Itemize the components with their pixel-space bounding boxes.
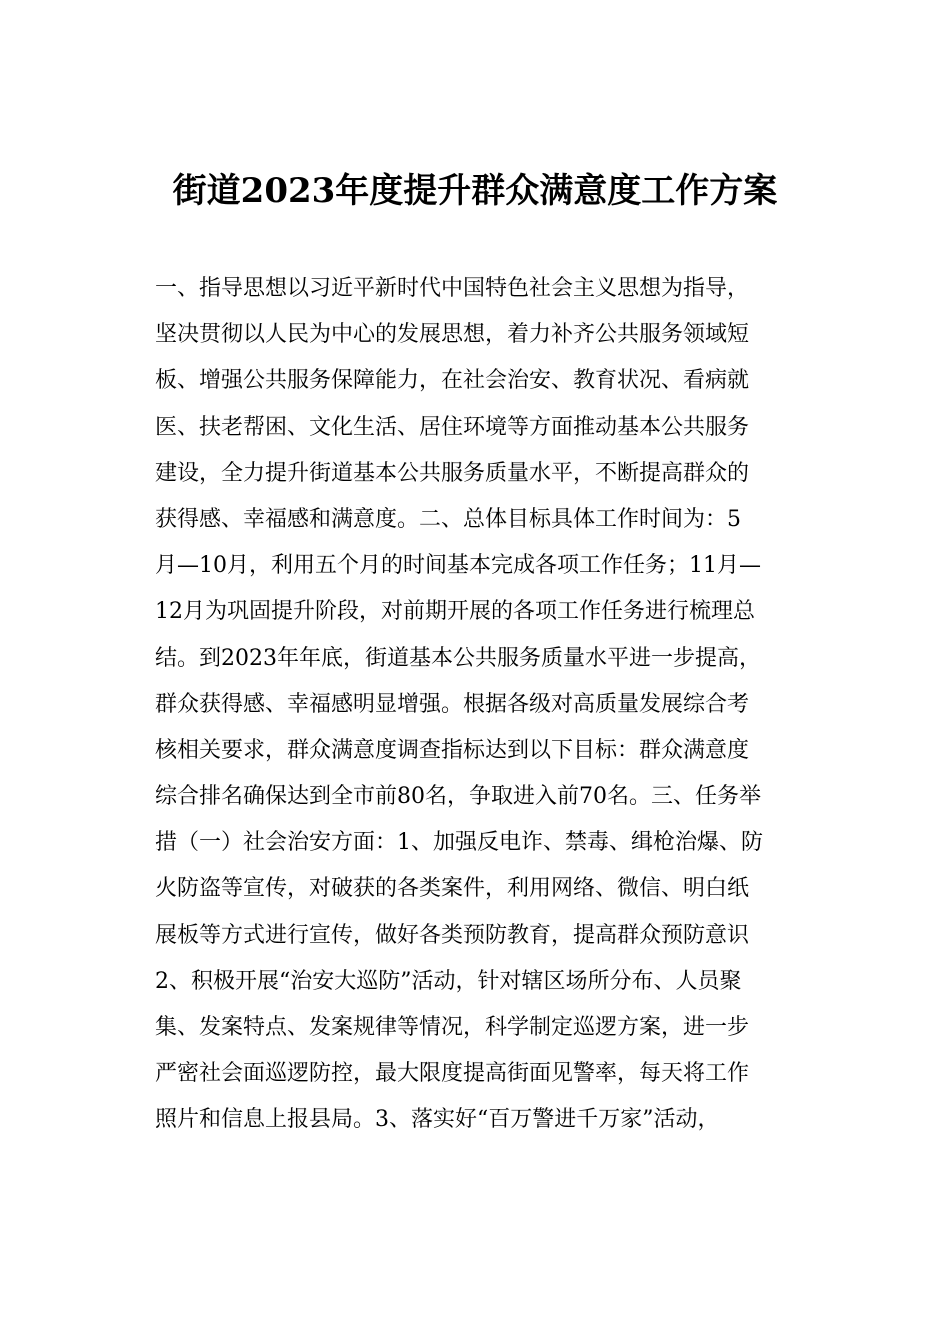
body-line: 集、发案特点、发案规律等情况，科学制定巡逻方案，进一步 <box>155 1015 750 1040</box>
body-line: 结。到2023年年底，街道基本公共服务质量水平进一步提高， <box>155 645 761 671</box>
body-line: 展板等方式进行宣传，做好各类预防教育，提高群众预防意识 <box>155 922 750 948</box>
body-line: 建设，全力提升街道基本公共服务质量水平，不断提高群众的 <box>155 460 750 486</box>
body-line: 12月为巩固提升阶段，对前期开展的各项工作任务进行梳理总 <box>155 599 755 625</box>
body-line: 医、扶老帮困、文化生活、居住环境等方面推动基本公共服务 <box>155 414 750 440</box>
document-body <box>155 266 875 1144</box>
body-line: 2、积极开展“治安大巡防”活动，针对辖区场所分布、人员聚 <box>155 968 742 994</box>
body-line: 板、增强公共服务保障能力，在社会治安、教育状况、看病就 <box>155 368 750 394</box>
body-line: 一、指导思想以习近平新时代中国特色社会主义思想为指导， <box>155 276 750 301</box>
body-line: 月—10月，利用五个月的时间基本完成各项工作任务；11月— <box>155 553 761 579</box>
body-line: 严密社会面巡逻防控，最大限度提高街面见警率，每天将工作 <box>155 1061 750 1087</box>
body-line: 群众获得感、幸福感明显增强。根据各级对高质量发展综合考 <box>155 691 750 717</box>
document-title: 街道2023年度提升群众满意度工作方案 <box>172 171 778 211</box>
body-line: 照片和信息上报县局。3、落实好“百万警进千万家”活动， <box>155 1107 720 1133</box>
body-line: 核相关要求，群众满意度调查指标达到以下目标：群众满意度 <box>155 737 750 763</box>
body-line: 措（一）社会治安方面：1、加强反电诈、禁毒、缉枪治爆、防 <box>155 830 763 856</box>
body-line: 火防盗等宣传，对破获的各类案件，利用网络、微信、明白纸 <box>155 876 750 902</box>
body-line: 获得感、幸福感和满意度。二、总体目标具体工作时间为：5 <box>155 506 741 532</box>
body-line: 综合排名确保达到全市前80名，争取进入前70名。三、任务举 <box>155 784 761 810</box>
body-line: 坚决贯彻以人民为中心的发展思想，着力补齐公共服务领域短 <box>155 322 750 348</box>
